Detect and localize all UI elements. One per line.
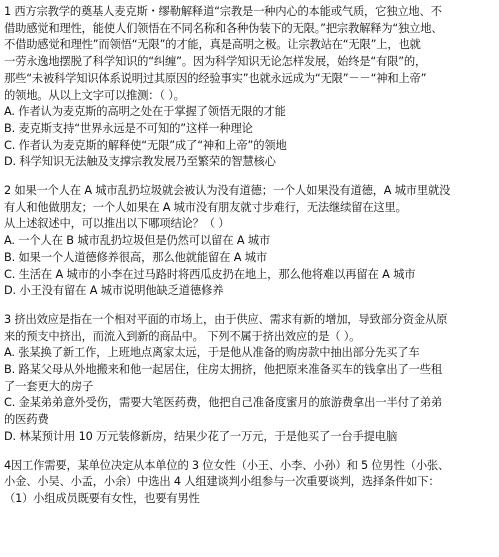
option-a: A. 一个人在 B 城市乱扔垃圾但是仍然可以留在 A 城市	[4, 234, 271, 248]
question-1	[4, 4, 495, 171]
option-b: B. 如果一个人道德修养很高，那么他就能留在 A 城市	[4, 250, 268, 264]
option-b: B. 路某父母从外地搬来和他一起居住，住房太拥挤，他把原来准备买车的钱拿出了一些租	[4, 363, 443, 377]
question-4	[4, 458, 495, 508]
question-stem-line: 一劳永逸地摆脱了科学知识的“纠缠”。因为科学知识无论怎样发展，始终是“有限”的，	[4, 55, 427, 69]
condition-line: （1）小组成员既要有女性，也要有男性	[4, 491, 200, 505]
question-stem-line: 从上述叙述中，可以推出以下哪项结论？（ ）	[4, 217, 230, 231]
question-stem-line: 的领地。从以上文字可以推测：（ ）。	[4, 88, 185, 102]
question-stem-line: 1 西方宗教学的奠基人麦克斯・缪勒解释道“宗教是一种内心的本能或气质，它独立地、不	[4, 5, 442, 18]
option-c: C. 作者认为麦克斯的解释使“无限”成了“神和上帝”的领地	[4, 138, 287, 152]
question-stem-line: 借助感觉和理性，能使人们领悟在不同名称和各种伪装下的无限。”把宗教解释为“独立地、	[4, 21, 443, 35]
option-d: D. 小王没有留在 A 城市说明他缺乏道德修养	[4, 284, 224, 298]
question-stem-line: 小金、小吴、小孟，小余）中选出 4 人组建谈判小组参与一次重要谈判，选择条件如下：	[4, 475, 440, 489]
option-a: A. 张某换了新工作，上班地点离家太远，于是他从准备的购房款中抽出部分先买了车	[4, 346, 420, 360]
question-stem-line: 来的预支中挤出，而流入到新的商品中。 下列不属于挤出效应的是（ ）。	[4, 329, 361, 343]
option-c-continued: 的医药费	[4, 413, 49, 427]
question-stem-line: 有人和他做朋友；一个人如果在 A 城市没有朋友就寸步难行，无法继续留在这里。	[4, 200, 407, 214]
option-b: B. 麦克斯支持“世界永远是不可知的”这样一种理论	[4, 121, 253, 135]
question-stem-line: 那些“未被科学知识体系说明过其原因的经验事实”也就永远成为“无限”－－“神和上帝”	[4, 71, 427, 85]
option-b-continued: 了一套更大的房子	[4, 379, 94, 393]
question-2	[4, 183, 495, 300]
option-d: D. 科学知识无法触及支撑宗教发展乃至繁荣的智慧核心	[4, 155, 276, 169]
question-stem-line: 2 如果一个人在 A 城市乱扔垃圾就会被认为没有道德；一个人如果没有道德，A 城市里就没	[4, 184, 451, 198]
option-d: D. 林某预计用 10 万元装修新房，结果少花了一万元，于是他买了一台手提电脑	[4, 429, 398, 443]
question-stem-line: 3 挤出效应是指在一个相对平面的市场上，由于供应、需求有新的增加，导致部分资金从原	[4, 312, 448, 326]
option-c: C. 生活在 A 城市的小李在过马路时将西瓜皮扔在地上，那么他将难以再留在 A 城市	[4, 267, 416, 281]
question-3	[4, 312, 495, 446]
question-stem-line: 不借助感觉和理性”而领悟“无限”的才能，真是高明之极。让宗教站在“无限”上，也就	[4, 38, 421, 52]
option-a: A. 作者认为麦克斯的高明之处在于掌握了领悟无限的才能	[4, 105, 286, 119]
question-stem-line: 4因工作需要，某单位决定从本单位的 3 位女性（小王、小李、小孙）和 5 位男性（小张、	[4, 458, 450, 472]
option-c: C. 金某弟弟意外受伤，需要大笔医药费，他把自己准备度蜜月的旅游费拿出一半付了弟弟	[4, 396, 443, 410]
